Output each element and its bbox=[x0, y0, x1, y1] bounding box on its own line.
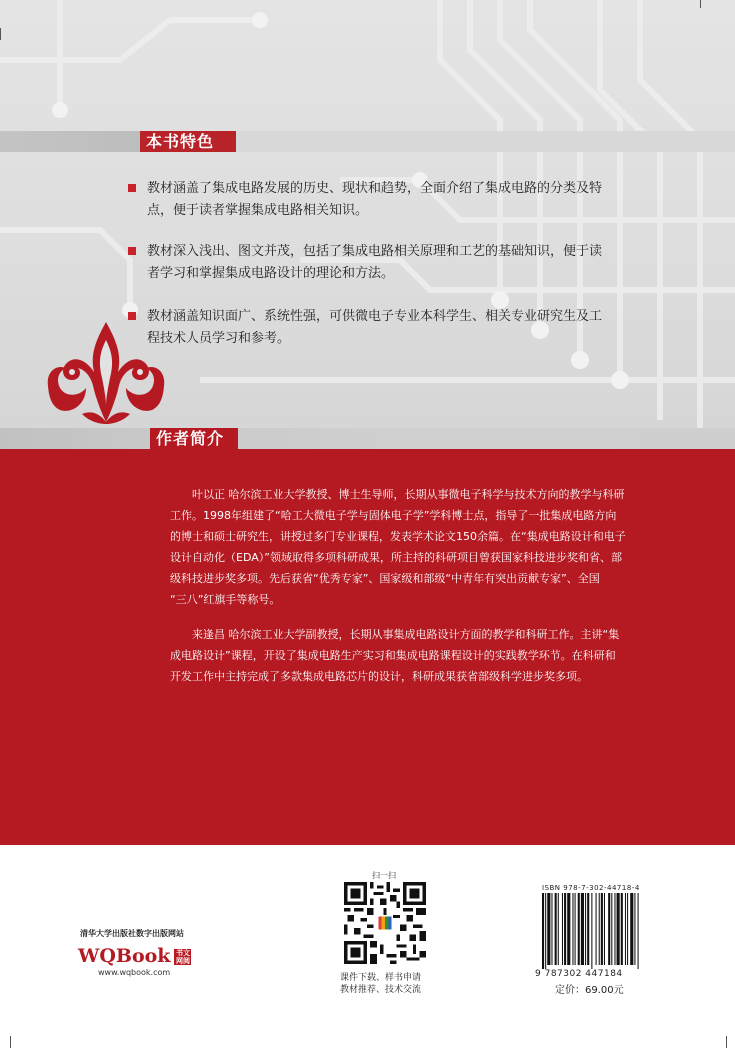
qr-title: 扫一扫 bbox=[372, 871, 396, 880]
barcode-bar bbox=[562, 893, 563, 965]
author-bio-1 bbox=[170, 484, 680, 610]
bio-line: 开发工作中主持完成了多款集成电路芯片的设计，科研成果获省部级科学进步奖多项。 bbox=[170, 670, 588, 683]
author-heading: 作者简介 bbox=[150, 428, 238, 449]
barcode-bar bbox=[617, 893, 620, 965]
barcode-bar bbox=[608, 893, 610, 965]
barcode-bar bbox=[611, 893, 612, 965]
crop-mark bbox=[10, 1036, 11, 1048]
crop-mark bbox=[726, 1036, 727, 1048]
publisher-site-label: 清华大学出版社数字出版网站 bbox=[80, 929, 184, 938]
bio-line: 来逢昌 哈尔滨工业大学副教授，长期从事集成电路设计方面的教学和科研工作。主讲“集 bbox=[192, 628, 620, 641]
barcode-bar bbox=[555, 893, 557, 965]
barcode-bar bbox=[638, 893, 639, 969]
feature-line: 程技术人员学习和参考。 bbox=[147, 331, 291, 346]
wqbook-logo bbox=[78, 945, 191, 967]
qr-caption-line: 课件下载、样书申请 bbox=[340, 973, 422, 983]
bio-line: 叶以正 哈尔滨工业大学教授、博士生导师，长期从事微电子科学与技术方向的教学与科研 bbox=[192, 488, 625, 501]
feature-line: 点，便于读者掌握集成电路相关知识。 bbox=[147, 203, 369, 218]
author-heading-band bbox=[0, 428, 735, 449]
crop-mark bbox=[700, 0, 701, 8]
barcode-bar bbox=[581, 893, 584, 965]
barcode-bar bbox=[621, 893, 623, 965]
barcode-bar bbox=[627, 893, 628, 965]
isbn-digits: 9 787302 447184 bbox=[535, 969, 623, 979]
bullet-square-icon bbox=[128, 184, 136, 192]
barcode-bar bbox=[596, 893, 597, 965]
barcode-bar bbox=[575, 893, 576, 965]
barcode-bar bbox=[587, 893, 589, 965]
barcode-bar bbox=[572, 893, 573, 965]
barcode-bar bbox=[567, 893, 570, 965]
isbn-label: ISBN 978-7-302-44718-4 bbox=[542, 884, 640, 892]
feature-item bbox=[147, 306, 617, 350]
feature-item bbox=[147, 178, 617, 222]
bio-line: 设计自动化（EDA）”领域取得多项科研成果，所主持的科研项目曾获国家科技进步奖和省、部 bbox=[170, 551, 622, 564]
barcode-bar bbox=[542, 893, 544, 969]
barcode-bar bbox=[551, 893, 552, 965]
bullet-square-icon bbox=[128, 247, 136, 255]
barcode-bar bbox=[625, 893, 626, 965]
barcode-bar bbox=[545, 893, 546, 969]
feature-line: 教材涵盖知识面广、系统性强，可供微电子专业本科学生、相关专业研究生及工 bbox=[147, 309, 603, 324]
features-heading-band bbox=[0, 131, 735, 152]
barcode-bar bbox=[599, 893, 600, 965]
barcode-bar bbox=[547, 893, 550, 965]
bio-line: “三八”红旗手等称号。 bbox=[170, 593, 281, 606]
bio-line: 工作。1998年组建了“哈工大微电子学与固体电子学”学科博士点，指导了一批集成电路方向 bbox=[170, 509, 617, 522]
price-label: 定价：69.00元 bbox=[555, 985, 624, 996]
feature-line: 者学习和掌握集成电路设计的理论和方法。 bbox=[147, 266, 395, 281]
barcode-bar bbox=[585, 893, 586, 965]
barcode-bar bbox=[630, 893, 633, 965]
barcode-bar bbox=[564, 893, 566, 965]
isbn-barcode-icon bbox=[540, 893, 668, 969]
qr-code-icon[interactable] bbox=[344, 882, 426, 964]
qr-caption bbox=[340, 972, 435, 996]
barcode-bar bbox=[558, 893, 559, 965]
crop-mark bbox=[0, 28, 1, 40]
bio-line: 的博士和硕士研究生，讲授过多门专业课程，发表学术论文150余篇。在“集成电路设计和电子 bbox=[170, 530, 626, 543]
barcode-bar bbox=[601, 893, 603, 965]
feature-item bbox=[147, 241, 617, 285]
bio-line: 成电路设计”课程，开设了集成电路生产实习和集成电路课程设计的实践教学环节。在科研和 bbox=[170, 649, 616, 662]
barcode-bar bbox=[614, 893, 615, 965]
barcode-bar bbox=[634, 893, 635, 965]
feature-line: 教材深入浅出、图文并茂，包括了集成电路相关原理和工艺的基础知识，便于读 bbox=[147, 244, 603, 259]
logo-badge: 书文网阅 bbox=[175, 949, 190, 965]
barcode-bar bbox=[578, 893, 580, 965]
fleur-ornament-icon bbox=[42, 318, 170, 426]
features-heading: 本书特色 bbox=[140, 131, 236, 152]
feature-line: 教材涵盖了集成电路发展的历史、现状和趋势，全面介绍了集成电路的分类及特 bbox=[147, 181, 603, 196]
bio-line: 级科技进步奖多项。先后获省“优秀专家”、国家级和部级“中青年有突出贡献专家”、全国 bbox=[170, 572, 600, 585]
barcode-bar bbox=[604, 893, 605, 965]
publisher-url: www.wqbook.com bbox=[98, 968, 171, 977]
logo-text: WQBook bbox=[78, 945, 171, 967]
author-bio-2 bbox=[170, 624, 680, 687]
barcode-bar bbox=[591, 893, 592, 969]
qr-caption-line: 教材推荐、技术交流 bbox=[340, 985, 422, 995]
